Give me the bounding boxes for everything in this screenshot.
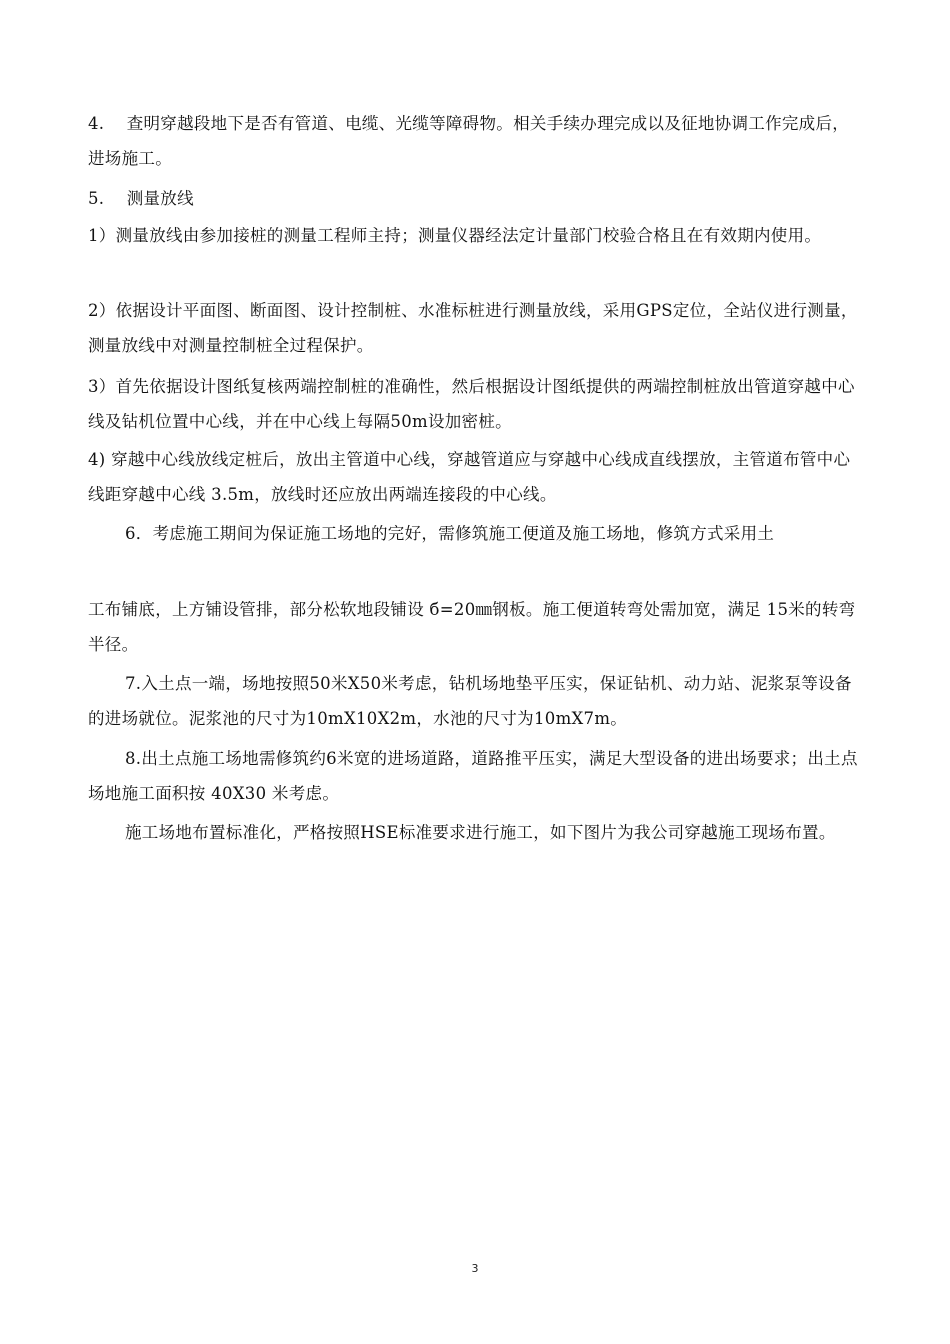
paragraph-survey-2: 2）依据设计平面图、断面图、设计控制桩、水准标桩进行测量放线，采用GPS定位，全站仪进行测量，测量放线中对测量控制桩全过程保护。 [88, 301, 858, 355]
paragraph-item-8: 8.出土点施工场地需修筑约6米宽的进场道路，道路推平压实，满足大型设备的进出场要求；出土点场地施工面积按 40X30 米考虑。 [88, 749, 858, 803]
paragraph-item-5-heading: 5. 测量放线 [88, 189, 194, 208]
paragraph-survey-3: 3）首先依据设计图纸复核两端控制桩的准确性，然后根据设计图纸提供的两端控制桩放出管道穿越中心线及钻机位置中心线，并在中心线上每隔50m设加密桩。 [88, 377, 855, 431]
paragraph-item-6-continued: 工布铺底，上方铺设管排，部分松软地段铺设 б=20㎜钢板。施工便道转弯处需加宽，满足 15米的转弯半径。 [88, 600, 856, 654]
paragraph-survey-1: 1）测量放线由参加接桩的测量工程师主持；测量仪器经法定计量部门校验合格且在有效期内使用。 [88, 226, 822, 245]
paragraph-survey-4: 4) 穿越中心线放线定桩后，放出主管道中心线，穿越管道应与穿越中心线成直线摆放，主管道布管中心线距穿越中心线 3.5m，放线时还应放出两端连接段的中心线。 [88, 450, 851, 504]
page-number: 3 [471, 1262, 479, 1275]
paragraph-item-7: 7.入土点一端，场地按照50米X50米考虑，钻机场地垫平压实，保证钻机、动力站、泥浆泵等设备的进场就位。泥浆池的尺寸为10mX10X2m，水池的尺寸为10mX7m。 [88, 674, 852, 728]
paragraph-site-layout: 施工场地布置标准化，严格按照HSE标准要求进行施工，如下图片为我公司穿越施工现场布置。 [125, 823, 836, 842]
paragraph-item-4: 4. 查明穿越段地下是否有管道、电缆、光缆等障碍物。相关手续办理完成以及征地协调工作完成后，进场施工。 [88, 114, 850, 168]
paragraph-item-6: 6．考虑施工期间为保证施工场地的完好，需修筑施工便道及施工场地，修筑方式采用土 [125, 524, 775, 543]
